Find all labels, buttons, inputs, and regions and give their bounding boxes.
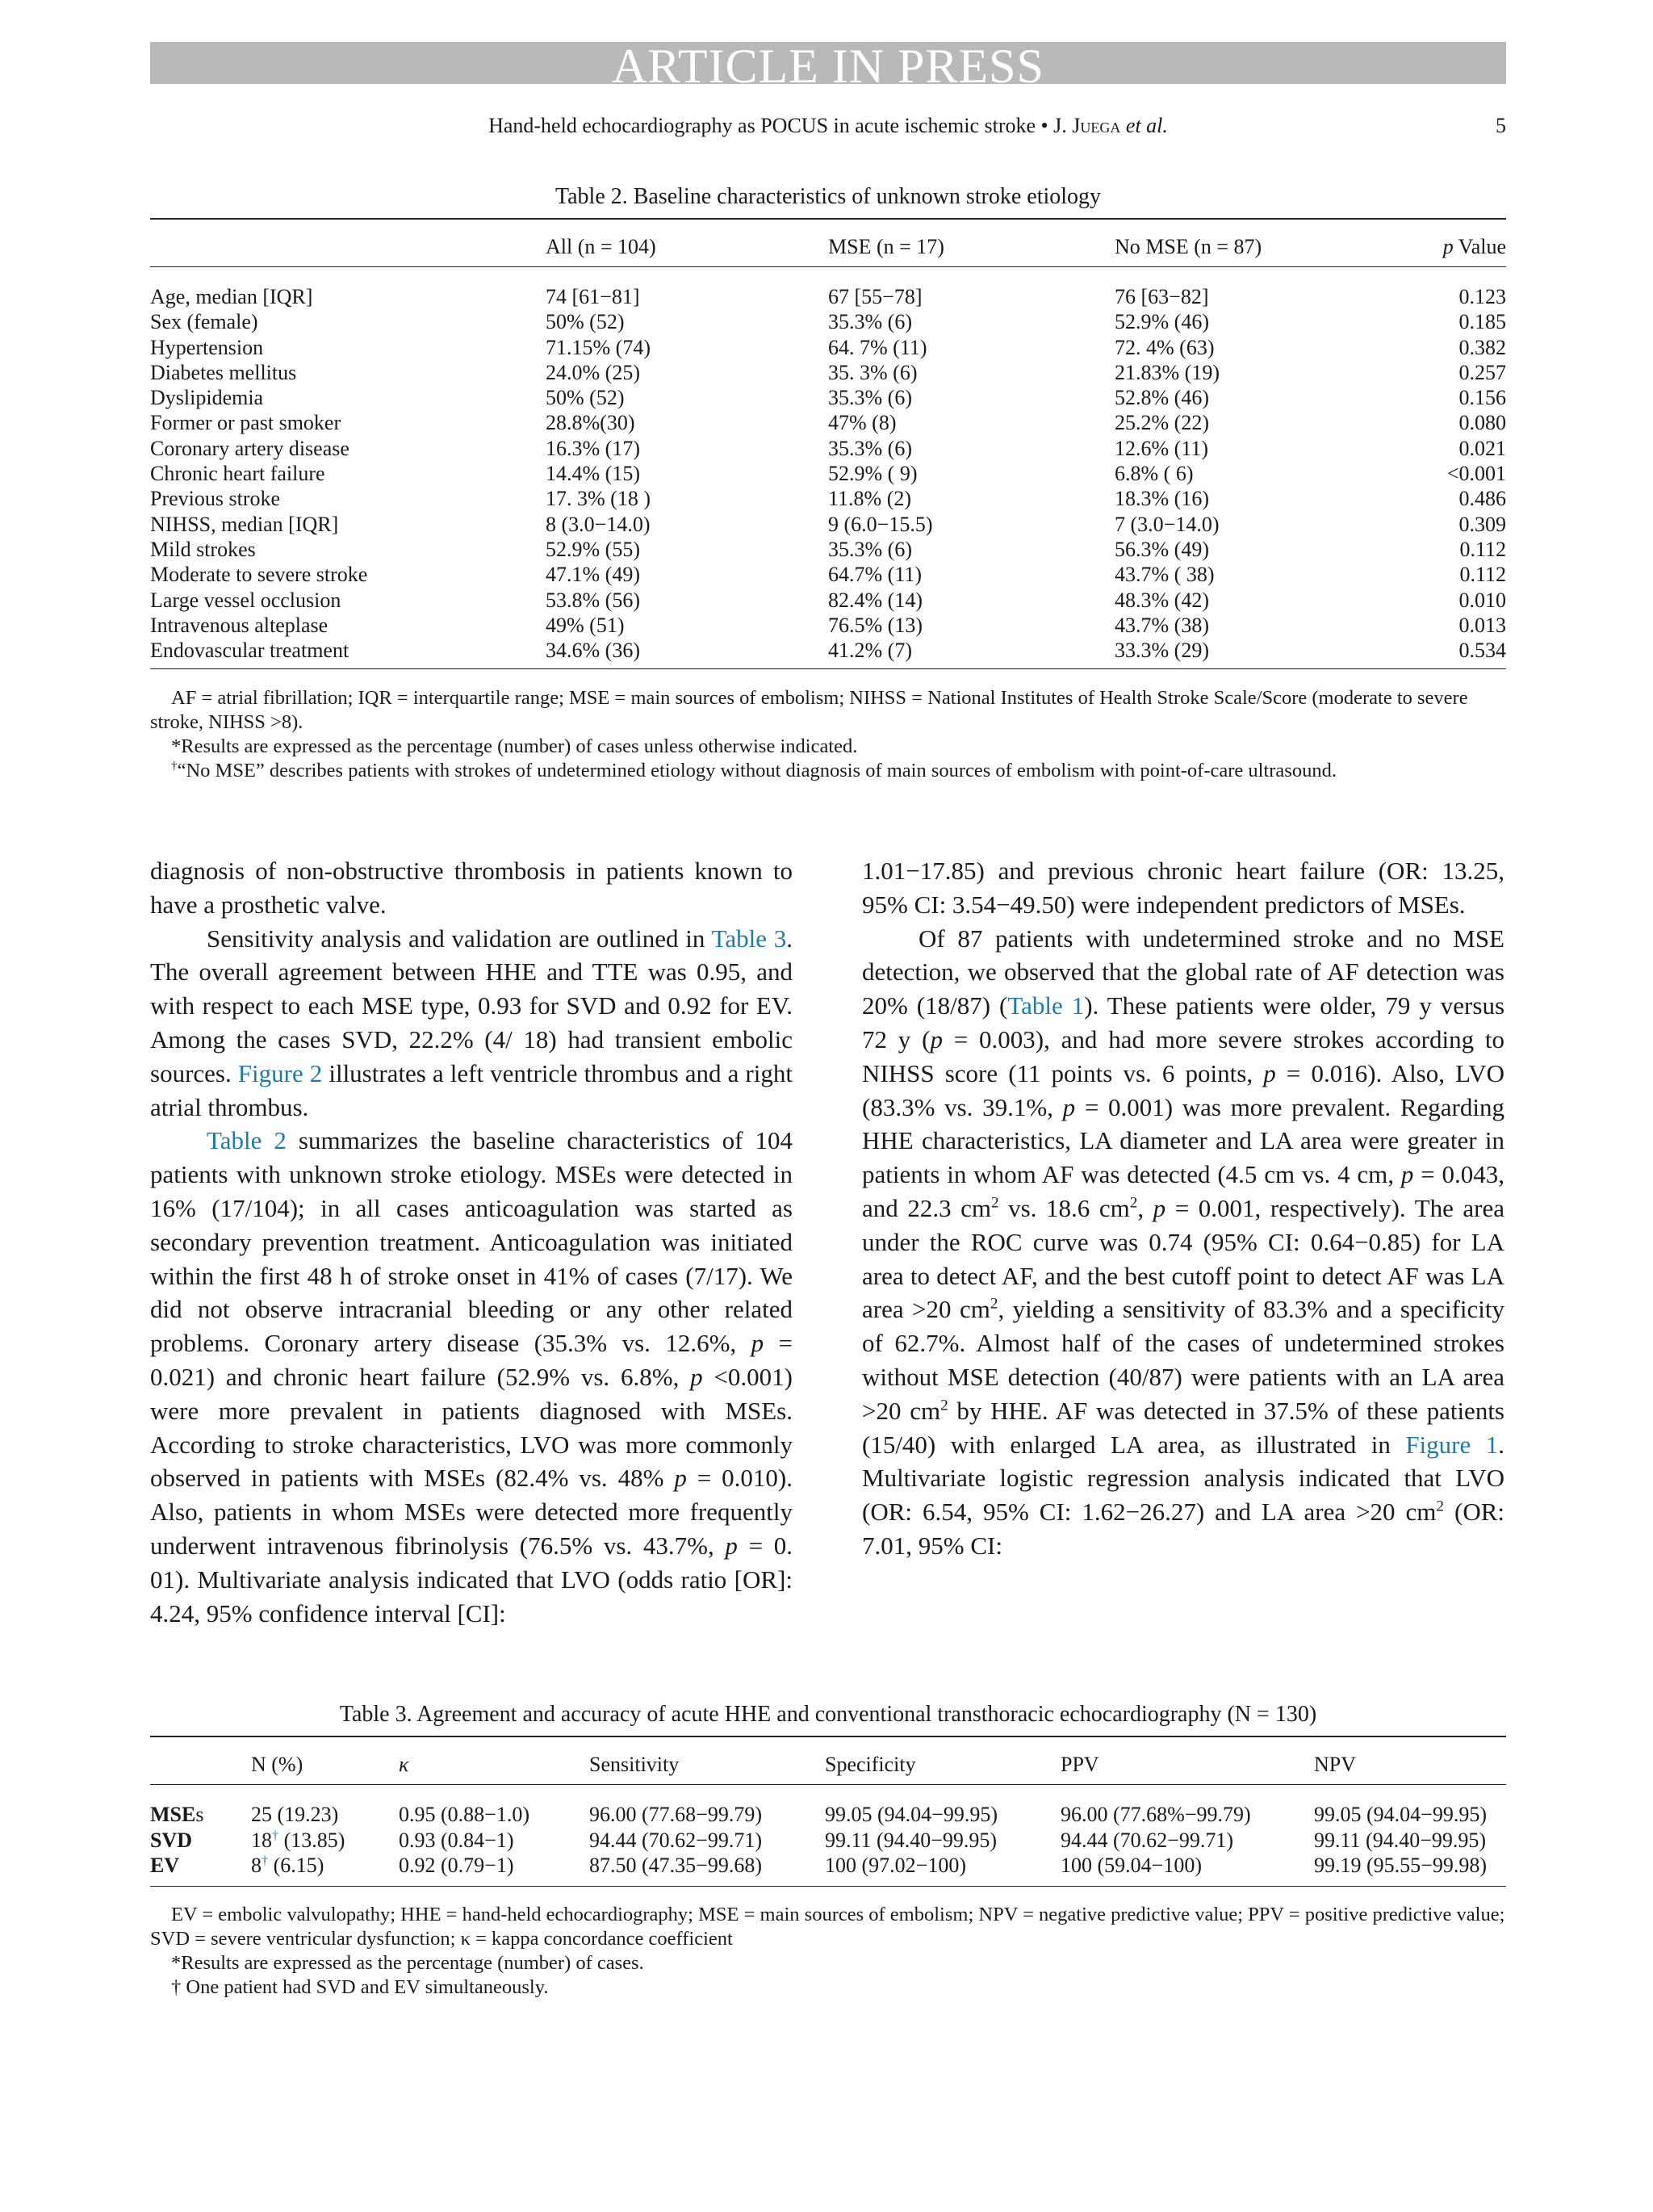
table2-cell: 12.6% (11) bbox=[1115, 436, 1209, 460]
table2-row-label: Mild strokes bbox=[150, 537, 256, 561]
table1-link[interactable]: Table 1 bbox=[1007, 991, 1085, 1020]
table2-cell: 0.257 bbox=[1458, 360, 1506, 384]
article-in-press-banner: ARTICLE IN PRESS bbox=[150, 42, 1506, 84]
table2-cell: 48.3% (42) bbox=[1115, 588, 1209, 612]
table2-cell: 35.3% (6) bbox=[828, 310, 912, 334]
table2-row-label: Hypertension bbox=[150, 335, 264, 359]
table3-cell-ppv: 94.44 (70.62−99.71) bbox=[1061, 1828, 1233, 1852]
table3-row bbox=[150, 1828, 1506, 1854]
table3-header-cell: PPV bbox=[1061, 1753, 1099, 1776]
table2-cell: 52.9% (55) bbox=[546, 537, 640, 561]
table3-row-label: MSEs bbox=[150, 1803, 204, 1826]
table2-cell: 76.5% (13) bbox=[828, 613, 923, 637]
table2-body bbox=[150, 284, 1506, 663]
table3-row-label: EV bbox=[150, 1854, 180, 1877]
table2-cell: 16.3% (17) bbox=[546, 436, 640, 460]
table2-cell: 0.309 bbox=[1458, 512, 1506, 536]
table2-cell: 82.4% (14) bbox=[828, 588, 923, 612]
table3-row bbox=[150, 1853, 1506, 1879]
paragraph: diagnosis of non-obstructive thrombosis in patients known to have a prosthetic valve. bbox=[150, 857, 793, 919]
table3-body bbox=[150, 1802, 1506, 1879]
table3-cell-ppv: 100 (59.04−100) bbox=[1061, 1854, 1202, 1877]
table2-cell: 35.3% (6) bbox=[828, 386, 912, 410]
table3-cell-specificity: 99.11 (94.40−99.95) bbox=[825, 1828, 998, 1852]
table3-cell-sensitivity: 94.44 (70.62−99.71) bbox=[589, 1828, 762, 1852]
table2-cell: 52.9% (46) bbox=[1115, 310, 1209, 334]
table2-cell: 0.156 bbox=[1458, 386, 1506, 410]
table3-header-cell: N (%) bbox=[251, 1753, 303, 1776]
table2-cell: 41.2% (7) bbox=[828, 639, 912, 663]
paragraph: Sensitivity analysis and validation are outlined in Table 3. The overall agreement between HHE and TTE was 0.95, and with respect to each MSE type, 0.93 for SVD and 0.92 for EV. Among the cases SVD, 22.2% (4/ 18) had transient embolic sources. Figure 2 illustrates a left ventricle thrombus and a right atrial thrombus. bbox=[150, 924, 793, 1121]
table2-cell: 47.1% (49) bbox=[546, 563, 640, 587]
table3-notes bbox=[150, 1903, 1506, 2000]
table2-row bbox=[150, 512, 1506, 537]
table2-row bbox=[150, 562, 1506, 587]
table2-row bbox=[150, 537, 1506, 562]
paragraph: 1.01−17.85) and previous chronic heart failure (OR: 13.25, 95% CI: 3.54−49.50) were independent predictors of MSEs. bbox=[862, 857, 1504, 919]
table2-cell: 0.080 bbox=[1458, 411, 1506, 435]
running-author: Juega bbox=[1072, 114, 1121, 137]
table3-row bbox=[150, 1802, 1506, 1828]
table2-cell: 0.021 bbox=[1458, 436, 1506, 460]
table2-row bbox=[150, 436, 1506, 461]
table3-link[interactable]: Table 3 bbox=[711, 924, 787, 953]
table2-row bbox=[150, 486, 1506, 511]
table2-row-label: Coronary artery disease bbox=[150, 436, 349, 460]
table2-cell: 67 [55−78] bbox=[828, 285, 923, 308]
table3-cell-n: 25 (19.23) bbox=[251, 1803, 339, 1826]
table2-row bbox=[150, 638, 1506, 663]
table2-cell: 35.3% (6) bbox=[828, 436, 912, 460]
body-left-column bbox=[150, 854, 793, 1630]
table3-cell-npv: 99.05 (94.04−99.95) bbox=[1314, 1803, 1487, 1826]
table3-top-rule bbox=[150, 1736, 1506, 1737]
table3-cell-specificity: 100 (97.02−100) bbox=[825, 1854, 966, 1877]
table2-row-label: Sex (female) bbox=[150, 310, 258, 334]
table3-cell-kappa: 0.93 (0.84−1) bbox=[399, 1828, 514, 1852]
table2-caption: Table 2. Baseline characteristics of unknown stroke etiology bbox=[554, 184, 1102, 209]
table2-header bbox=[150, 234, 1506, 259]
table2-header-cell bbox=[150, 234, 546, 259]
table2-row bbox=[150, 613, 1506, 638]
table2-cell: <0.001 bbox=[1446, 462, 1506, 486]
table2-cell: 47% (8) bbox=[828, 411, 897, 435]
table2-row bbox=[150, 360, 1506, 385]
table3-bottom-rule bbox=[150, 1886, 1506, 1887]
table2-cell: 9 (6.0−15.5) bbox=[828, 512, 933, 536]
table3-header-cell: κ bbox=[399, 1753, 409, 1776]
table3-cell-ppv: 96.00 (77.68%−99.79) bbox=[1061, 1803, 1251, 1826]
table2-cell: 17. 3% (18 ) bbox=[546, 487, 651, 511]
table2-row-label: Diabetes mellitus bbox=[150, 360, 297, 384]
page-number: 5 bbox=[1496, 114, 1506, 137]
table2-cell: 34.6% (36) bbox=[546, 639, 640, 663]
table3-cell-n: 18† (13.85) bbox=[251, 1828, 345, 1852]
table2-row bbox=[150, 284, 1506, 309]
table2-note: AF = atrial fibrillation; IQR = interquartile range; MSE = main sources of embolism; NIHSS = National Institutes of Health Stroke Scale/Score (moderate to severe stroke, NIHSS >8). bbox=[150, 687, 1468, 733]
table2-header-cell: MSE (n = 17) bbox=[828, 235, 944, 258]
table2-row-label: Intravenous alteplase bbox=[150, 613, 329, 637]
table2-cell: 6.8% ( 6) bbox=[1115, 462, 1194, 486]
table3-header-cell: Sensitivity bbox=[589, 1753, 680, 1776]
table2-row-label: NIHSS, median [IQR] bbox=[150, 512, 339, 536]
p-italic: p bbox=[1442, 235, 1454, 258]
table2-cell: 49% (51) bbox=[546, 613, 625, 637]
table2-cell: 53.8% (56) bbox=[546, 588, 640, 612]
table2-cell: 35.3% (6) bbox=[828, 537, 912, 561]
table2-cell: 64. 7% (11) bbox=[828, 335, 927, 359]
table2-cell: 18.3% (16) bbox=[1115, 487, 1209, 511]
table2-cell: 0.534 bbox=[1458, 639, 1506, 663]
table2-cell: 0.112 bbox=[1459, 537, 1506, 561]
table2-header-pvalue: p Value bbox=[1442, 235, 1506, 258]
table3-cell-npv: 99.19 (95.55−99.98) bbox=[1314, 1854, 1487, 1877]
table2-note: *Results are expressed as the percentage (number) of cases unless otherwise indicated. bbox=[171, 735, 858, 757]
table2-cell: 56.3% (49) bbox=[1115, 537, 1209, 561]
table2-cell: 24.0% (25) bbox=[546, 360, 640, 384]
table3-cell-npv: 99.11 (94.40−99.95) bbox=[1314, 1828, 1487, 1852]
table3-header-cell: NPV bbox=[1314, 1753, 1357, 1776]
table2-header-cell: No MSE (n = 87) bbox=[1115, 235, 1262, 258]
table2-row-label: Previous stroke bbox=[150, 487, 281, 511]
table3-header-cell bbox=[150, 1752, 251, 1778]
table3-note: EV = embolic valvulopathy; HHE = hand-held echocardiography; MSE = main sources of embolism; NPV = negative predictive value; PPV = positive predictive value; SVD = severe ventricular dysfunction; κ = kappa concordance coefficient bbox=[150, 1904, 1505, 1950]
table2-cell: 43.7% (38) bbox=[1115, 613, 1209, 637]
table2-bottom-rule bbox=[150, 668, 1506, 669]
table2-cell: 0.486 bbox=[1458, 487, 1506, 511]
table2-cell: 76 [63−82] bbox=[1115, 285, 1209, 308]
table2-cell: 43.7% ( 38) bbox=[1115, 563, 1215, 587]
table3-header-rule bbox=[150, 1784, 1506, 1785]
paragraph: Table 2 summarizes the baseline characteristics of 104 patients with unknown stroke etiology. MSEs were detected in 16% (17/104); in all cases anticoagulation was started as secondary prevention treatment. Anticoagulation was initiated within the first 48 h of stroke onset in 41% of cases (7/17). We did not observe intracranial bleeding or any other related problems. Coronary artery disease (35.3% vs. 12.6%, p = 0.021) and chronic heart failure (52.9% vs. 6.8%, p <0.001) were more prevalent in patients diagnosed with MSEs. According to stroke characteristics, LVO was more commonly observed in patients with MSEs (82.4% vs. 48% p = 0.010). Also, patients in whom MSEs were detected more frequently underwent intravenous fibrinolysis (76.5% vs. 43.7%, p = 0. 01). Multivariate analysis indicated that LVO (odds ratio [OR]: 4.24, 95% confidence interval [CI]: bbox=[150, 1126, 793, 1628]
table2-note: †“No MSE” describes patients with strokes of undetermined etiology without diagnosis of main sources of embolism with point-of-care ultrasound. bbox=[171, 758, 1337, 781]
table3-cell-sensitivity: 87.50 (47.35−99.68) bbox=[589, 1854, 762, 1877]
table2-cell: 74 [61−81] bbox=[546, 285, 640, 308]
table3-note: † One patient had SVD and EV simultaneously. bbox=[171, 1976, 549, 1998]
table2-row bbox=[150, 335, 1506, 360]
table3-cell-n: 8† (6.15) bbox=[251, 1854, 324, 1877]
table2-cell: 50% (52) bbox=[546, 386, 625, 410]
table2-cell: 0.185 bbox=[1458, 310, 1506, 334]
body-right-column bbox=[862, 854, 1504, 1563]
table2-cell: 14.4% (15) bbox=[546, 462, 640, 486]
table2-cell: 64.7% (11) bbox=[828, 563, 923, 587]
table3-note: *Results are expressed as the percentage (number) of cases. bbox=[171, 1952, 644, 1974]
table2-row bbox=[150, 309, 1506, 334]
table2-row-label: Endovascular treatment bbox=[150, 639, 349, 663]
table2-row-label: Former or past smoker bbox=[150, 411, 341, 435]
table2-cell: 7 (3.0−14.0) bbox=[1115, 512, 1220, 536]
table2-row-label: Large vessel occlusion bbox=[150, 588, 341, 612]
table3-caption: Table 3. Agreement and accuracy of acute HHE and conventional transthoracic echocardiography (N = 130) bbox=[339, 1702, 1317, 1727]
table2-cell: 0.013 bbox=[1458, 613, 1506, 637]
table2-cell: 0.123 bbox=[1458, 285, 1506, 308]
table2-cell: 0.112 bbox=[1459, 563, 1506, 587]
table2-top-rule bbox=[150, 218, 1506, 220]
table3-cell-kappa: 0.95 (0.88−1.0) bbox=[399, 1803, 529, 1826]
table2-row bbox=[150, 410, 1506, 435]
table3-cell-kappa: 0.92 (0.79−1) bbox=[399, 1854, 514, 1877]
table2-row bbox=[150, 461, 1506, 486]
table2-cell: 52.9% ( 9) bbox=[828, 462, 918, 486]
paragraph: Of 87 patients with undetermined stroke and no MSE detection, we observed that the global rate of AF detection was 20% (18/87) (Table 1). These patients were older, 79 y versus 72 y (p = 0.003), and had more severe strokes according to NIHSS score (11 points vs. 6 points, p = 0.016). Also, LVO (83.3% vs. 39.1%, p = 0.001) was more prevalent. Regarding HHE characteristics, LA diameter and LA area were greater in patients in whom AF was detected (4.5 cm vs. 4 cm, p = 0.043, and 22.3 $cm^2$ vs. 18.6 $cm^2$, p = 0.001, respectively). The area under the ROC curve was 0.74 (95% CI: 0.64−0.85) for LA area to detect AF, and the best cutoff point to detect AF was LA area >20 $cm^2$, yielding a sensitivity of 83.3% and a specificity of 62.7%. Almost half of the cases of undetermined strokes without MSE detection (40/87) were patients with an LA area >20 $cm^2$ by HHE. AF was detected in 37.5% of these patients (15/40) with enlarged LA area, as illustrated in Figure 1. Multivariate logistic regression analysis indicated that LVO (OR: 6.54, 95% CI: 1.62−26.27) and LA area >20 $cm^2$ (OR: 7.01, 95% CI: bbox=[862, 924, 1505, 1560]
table2-cell: 50% (52) bbox=[546, 310, 625, 334]
table2-cell: 28.8%(30) bbox=[546, 411, 635, 435]
table2-cell: 52.8% (46) bbox=[1115, 386, 1209, 410]
table2-row-label: Chronic heart failure bbox=[150, 462, 325, 486]
figure2-link[interactable]: Figure 2 bbox=[237, 1058, 323, 1087]
table2-cell: 35. 3% (6) bbox=[828, 360, 918, 384]
table3-header bbox=[150, 1752, 1506, 1778]
table2-link[interactable]: Table 2 bbox=[207, 1126, 287, 1155]
table2-row-label: Moderate to severe stroke bbox=[150, 563, 368, 587]
figure1-link[interactable]: Figure 1 bbox=[1405, 1430, 1499, 1459]
table2-row-label: Dyslipidemia bbox=[150, 386, 264, 410]
table3-header-cell: Specificity bbox=[825, 1753, 916, 1776]
table2-cell: 0.382 bbox=[1458, 335, 1506, 359]
table2-cell: 0.010 bbox=[1458, 588, 1506, 612]
running-et-al: et al. bbox=[1120, 114, 1168, 137]
table2-cell: 72. 4% (63) bbox=[1115, 335, 1215, 359]
table3-cell-sensitivity: 96.00 (77.68−99.79) bbox=[589, 1803, 762, 1826]
table3-cell-specificity: 99.05 (94.04−99.95) bbox=[825, 1803, 998, 1826]
table2-row-label: Age, median [IQR] bbox=[150, 285, 313, 308]
table2-row bbox=[150, 385, 1506, 410]
running-head bbox=[150, 113, 1506, 139]
table2-cell: 25.2% (22) bbox=[1115, 411, 1209, 435]
table2-header-cell: All (n = 104) bbox=[546, 235, 656, 258]
table2-cell: 21.83% (19) bbox=[1115, 360, 1220, 384]
running-title: Hand-held echocardiography as POCUS in acute ischemic stroke • J. bbox=[488, 114, 1073, 137]
table2-cell: 8 (3.0−14.0) bbox=[546, 512, 651, 536]
table3-row-label: SVD bbox=[150, 1828, 193, 1852]
table2-row bbox=[150, 588, 1506, 613]
table2-cell: 33.3% (29) bbox=[1115, 639, 1209, 663]
table2-cell: 71.15% (74) bbox=[546, 335, 651, 359]
table2-cell: 11.8% (2) bbox=[828, 487, 912, 511]
table2-header-rule bbox=[150, 266, 1506, 267]
table2-notes bbox=[150, 686, 1506, 783]
